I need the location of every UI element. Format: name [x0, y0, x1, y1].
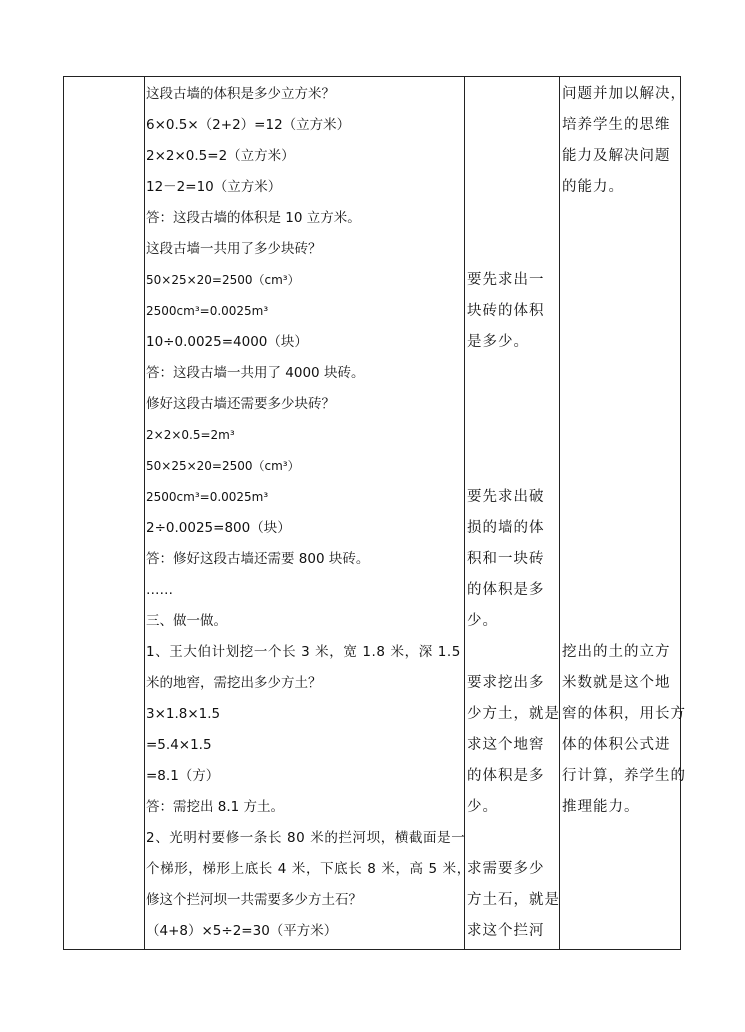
content-line: ……: [146, 582, 173, 598]
content-line: 米的地窖，需挖出多少方土？: [146, 675, 322, 691]
content-line: 个梯形，梯形上底长 4 米，下底长 8 米，高 5 米，: [146, 861, 471, 877]
content-line: 答：修好这段古墙还需要 800 块砖。: [146, 551, 370, 567]
intent-line: 的能力。: [562, 179, 624, 195]
intent-line: 米数就是这个地: [562, 675, 671, 691]
intent-line: 窖的体积，用长方: [562, 706, 686, 722]
content-line: 答：这段古墙一共用了 4000 块砖。: [146, 365, 365, 381]
content-line: =8.1（方）: [146, 768, 220, 784]
guidance-line: 少方土，就是: [467, 706, 560, 722]
guidance-line: 块砖的体积: [467, 303, 545, 319]
guidance-line: 是多少。: [467, 334, 529, 350]
intent-line: 行计算，养学生的: [562, 768, 686, 784]
content-line: 10÷0.0025=4000（块）: [146, 334, 308, 350]
guidance-line: 求需要多少: [467, 861, 545, 877]
column-divider: [144, 77, 145, 949]
column-divider: [464, 77, 465, 949]
intent-line: 推理能力。: [562, 799, 640, 815]
guidance-line: 损的墙的体: [467, 520, 545, 536]
guidance-line: 求这个地窖: [467, 737, 545, 753]
content-line: 答：这段古墙的体积是 10 立方米。: [146, 210, 361, 226]
content-line: 三、做一做。: [146, 613, 227, 629]
content-line: 2500cm³=0.0025m³: [146, 490, 269, 504]
guidance-line: 求这个拦河: [467, 923, 545, 939]
guidance-line: 积和一块砖: [467, 551, 545, 567]
intent-line: 挖出的土的立方: [562, 644, 671, 660]
guidance-line: 方土石，就是: [467, 892, 560, 908]
intent-line: 体的体积公式进: [562, 737, 671, 753]
content-line: （4+8）×5÷2=30（平方米）: [146, 923, 338, 939]
guidance-line: 少。: [467, 613, 498, 629]
lesson-table: [63, 76, 686, 950]
content-line: 这段古墙的体积是多少立方米？: [146, 86, 335, 102]
content-line: 2×2×0.5=2m³: [146, 428, 235, 442]
guidance-line: 要求挖出多: [467, 675, 545, 691]
content-line: 12－2=10（立方米）: [146, 179, 282, 195]
content-line: 2、光明村要修一条长 80 米的拦河坝，横截面是一: [146, 830, 466, 846]
intent-line: 能力及解决问题: [562, 148, 671, 164]
guidance-line: 要先求出一: [467, 272, 545, 288]
guidance-line: 要先求出破: [467, 489, 545, 505]
content-line: 2×2×0.5=2（立方米）: [146, 148, 295, 164]
content-line: 2500cm³=0.0025m³: [146, 304, 269, 318]
content-line: 50×25×20=2500（cm³）: [146, 273, 300, 287]
guidance-line: 的体积是多: [467, 768, 545, 784]
column-divider: [559, 77, 560, 949]
guidance-line: 少。: [467, 799, 498, 815]
content-line: 修好这段古墙还需要多少块砖？: [146, 396, 335, 412]
guidance-line: 的体积是多: [467, 582, 545, 598]
content-line: 1、王大伯计划挖一个长 3 米，宽 1.8 米，深 1.5: [146, 644, 461, 660]
content-line: 修这个拦河坝一共需要多少方土石？: [146, 892, 362, 908]
intent-line: 培养学生的思维: [562, 117, 671, 133]
content-line: 50×25×20=2500（cm³）: [146, 459, 300, 473]
intent-line: 问题并加以解决，: [562, 86, 686, 102]
content-line: 2÷0.0025=800（块）: [146, 520, 291, 536]
content-line: =5.4×1.5: [146, 737, 212, 753]
content-line: 这段古墙一共用了多少块砖？: [146, 241, 322, 257]
content-line: 3×1.8×1.5: [146, 706, 221, 722]
content-line: 6×0.5×（2+2）=12（立方米）: [146, 117, 351, 133]
content-line: 答：需挖出 8.1 方土。: [146, 799, 285, 815]
